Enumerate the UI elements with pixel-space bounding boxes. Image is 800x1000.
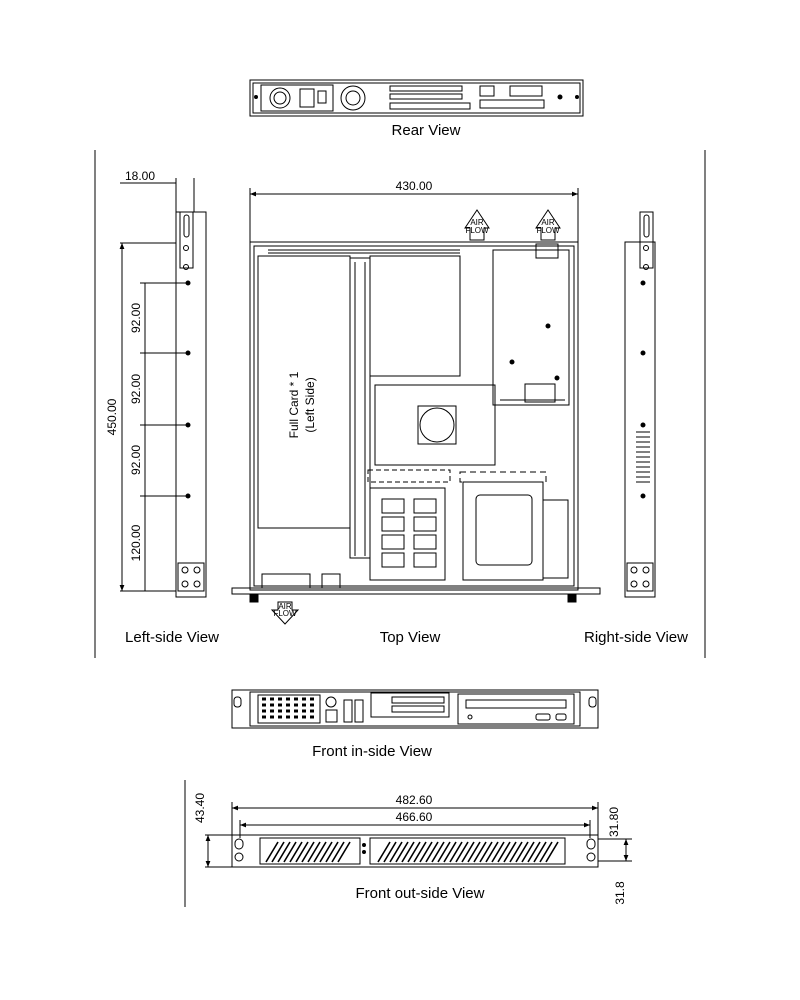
dim-ear-width: 18.00 <box>124 169 156 183</box>
dim-hole-spacing-3: 92.00 <box>129 444 143 476</box>
dim-depth: 450.00 <box>105 398 119 436</box>
full-card-side-label: (Left Side) <box>303 377 317 433</box>
dim-mount-width: 466.60 <box>395 810 433 824</box>
air-flow-label-2: AIR <box>541 218 555 227</box>
air-flow-label-3b: FLOW <box>273 609 297 618</box>
air-flow-label-1b: FLOW <box>465 226 489 235</box>
full-card-label: Full Card * 1 <box>287 371 301 439</box>
air-flow-label-2b: FLOW <box>536 226 560 235</box>
dim-height: 43.40 <box>193 792 207 824</box>
right-side-view-label: Right-side View <box>584 629 688 646</box>
dim-hole-front: 120.00 <box>129 524 143 562</box>
front-outside-view-label: Front out-side View <box>355 885 485 902</box>
dim-hole-height-b: 31.8 <box>613 881 627 905</box>
dim-width: 430.00 <box>395 179 433 193</box>
dim-hole-spacing-1: 92.00 <box>129 302 143 334</box>
rear-view-label: Rear View <box>391 122 461 139</box>
rear-view <box>250 80 583 116</box>
left-side-view-label: Left-side View <box>125 629 219 646</box>
dim-hole-height: 31.80 <box>607 806 621 838</box>
dim-hole-spacing-2: 92.00 <box>129 373 143 405</box>
right-side-view <box>625 212 655 597</box>
dim-overall-width: 482.60 <box>395 793 433 807</box>
front-inside-view-label: Front in-side View <box>312 743 432 760</box>
air-flow-label-1: AIR <box>470 218 484 227</box>
front-inside-view <box>232 690 598 728</box>
top-view-label: Top View <box>379 629 441 646</box>
air-flow-label-3: AIR <box>278 602 292 611</box>
